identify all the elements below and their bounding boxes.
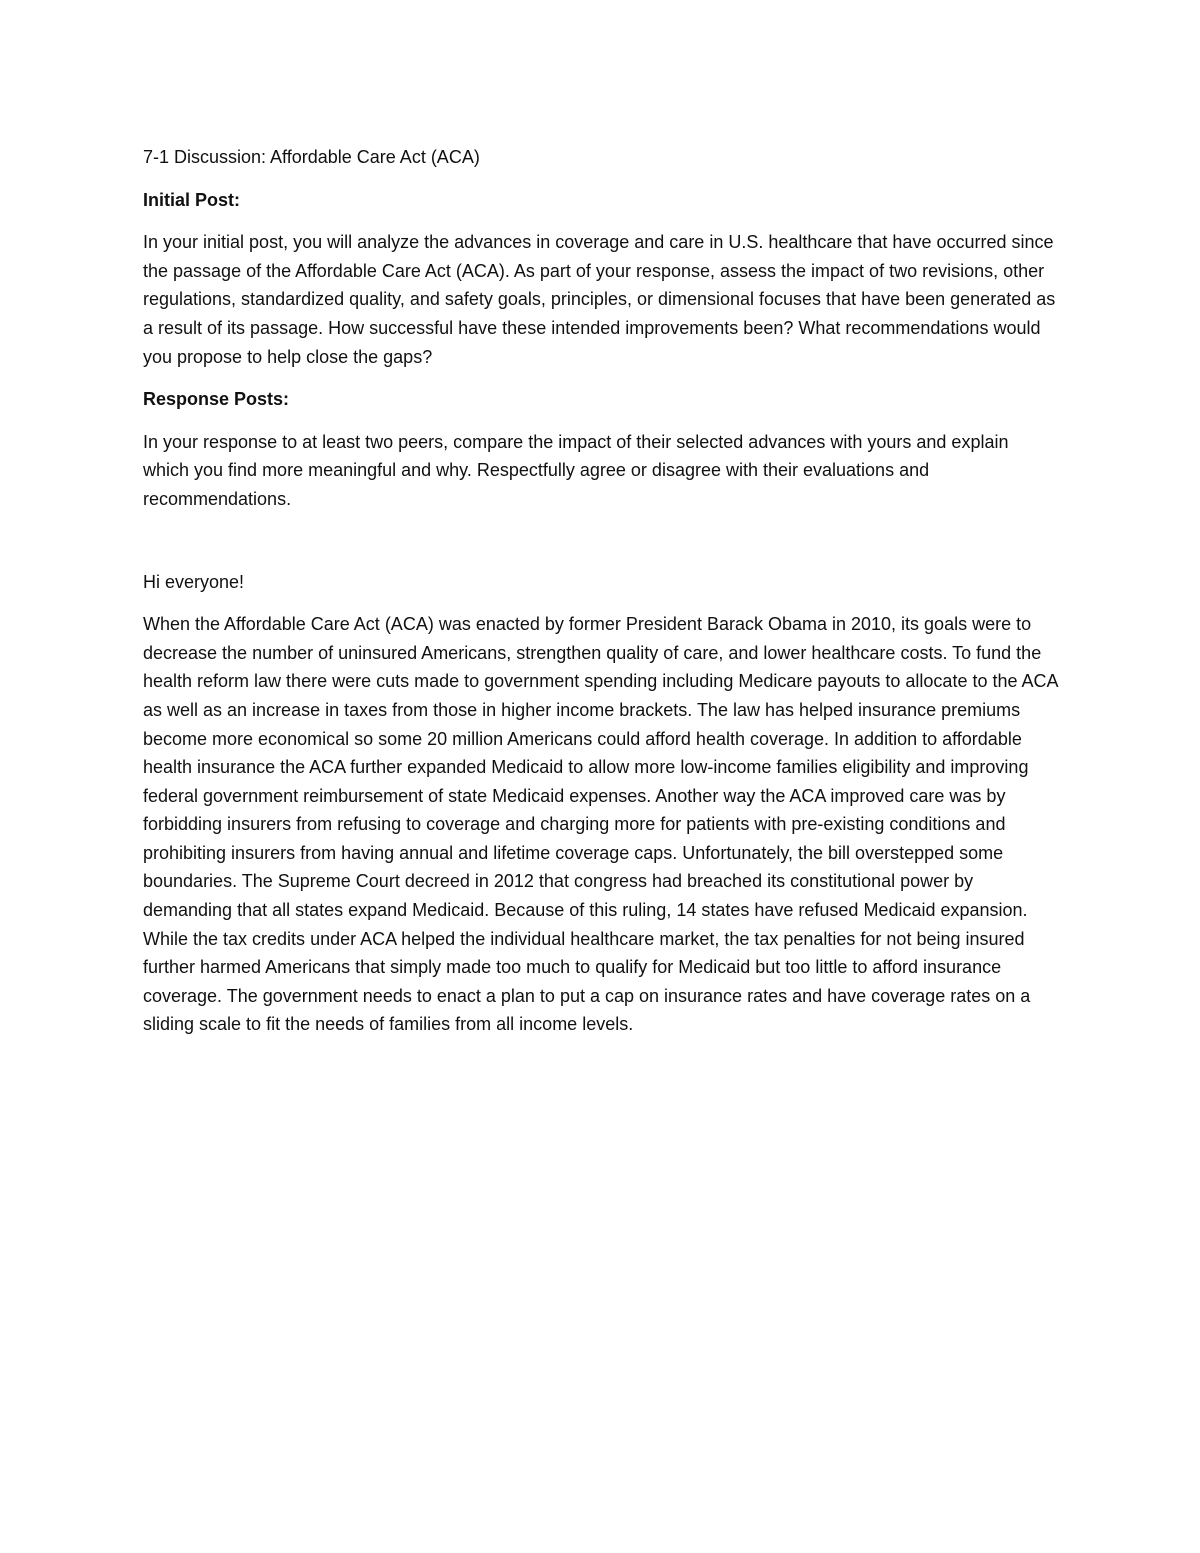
response-posts-text: In your response to at least two peers, compare the impact of their selected advances with yours and explain which you find more meaningful and why. Respectfully agree or disagree with their evaluations and recommendations. xyxy=(143,431,1009,509)
body-paragraph: When the Affordable Care Act (ACA) was enacted by former President Barack Obama in 2010, its goals were to decrease the number of uninsured Americans, strengthen quality of care, and lower healthcare costs. To fund the health reform law there were cuts made to government spending including Medicare payouts to allocate to the ACA as well as an increase in taxes from those in higher income brackets. The law has helped insurance premiums become more economical so some 20 million Americans could afford health coverage. In addition to affordable health insurance the ACA further expanded Medicaid to allow more low-income families eligibility and improving federal government reimbursement of state Medicaid expenses. Another way the ACA improved care was by forbidding insurers from refusing to coverage and charging more for patients with pre-existing conditions and prohibiting insurers from having annual and lifetime coverage caps. Unfortunately, the bill overstepped some boundaries. The Supreme Court decreed in 2012 that congress had breached its constitutional power by demanding that all states expand Medicaid. Because of this ruling, 14 states have refused Medicaid expansion. While the tax credits under ACA helped the individual healthcare market, the tax penalties for not being insured further harmed Americans that simply made too much to qualify for Medicaid but too little to afford insurance coverage. The government needs to enact a plan to put a cap on insurance rates and have coverage rates on a sliding scale to fit the needs of families from all income levels. xyxy=(143,614,1058,1035)
initial-post-heading: Initial Post: xyxy=(143,189,241,210)
blank-spacer xyxy=(143,528,1058,568)
greeting: Hi everyone! xyxy=(143,571,245,592)
document-title: 7-1 Discussion: Affordable Care Act (ACA) xyxy=(143,147,480,167)
document-content xyxy=(143,143,1058,1053)
response-posts-heading: Response Posts: xyxy=(143,389,290,410)
initial-post-text: In your initial post, you will analyze the advances in coverage and care in U.S. healthcare that have occurred since the passage of the Affordable Care Act (ACA). As part of your response, assess the impact of two revisions, other regulations, standardized quality, and safety goals, principles, or dimensional focuses that have been generated as a result of its passage. How successful have these intended improvements been? What recommendations would you propose to help close the gaps? xyxy=(143,232,1056,367)
